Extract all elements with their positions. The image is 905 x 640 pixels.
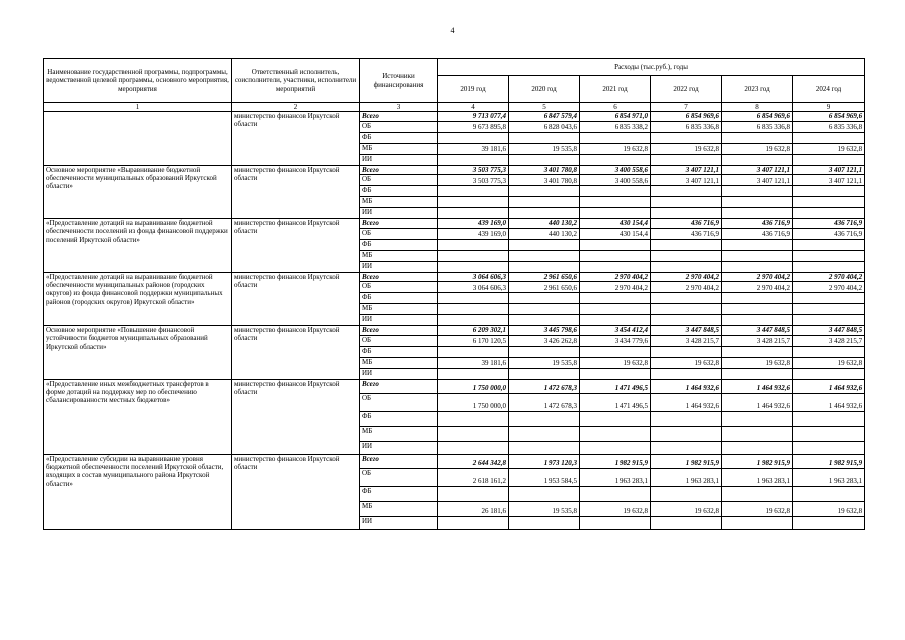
- header-year: 2023 год: [722, 76, 793, 103]
- expense-value-cell: 3 407 121,1: [651, 175, 722, 186]
- expense-value-cell: 19 632,8: [722, 143, 793, 154]
- expense-value-cell: 3 447 848,5: [793, 326, 865, 336]
- expense-value-cell: [580, 250, 651, 261]
- funding-source-cell: ИИ: [360, 516, 438, 529]
- expense-value-cell: [438, 426, 509, 441]
- column-index: 7: [651, 103, 722, 112]
- expense-value-cell: [580, 315, 651, 326]
- expense-value-cell: [793, 261, 865, 272]
- funding-source-cell: Всего: [360, 112, 438, 122]
- header-year: 2020 год: [509, 76, 580, 103]
- expense-value-cell: 39 181,6: [438, 357, 509, 368]
- expense-value-cell: [793, 293, 865, 304]
- funding-source-cell: ФБ: [360, 132, 438, 143]
- expense-value-cell: 1 963 283,1: [793, 468, 865, 486]
- expense-value-cell: 1 982 915,9: [580, 454, 651, 468]
- expense-value-cell: 3 426 262,8: [509, 335, 580, 346]
- expense-value-cell: 3 434 779,6: [580, 335, 651, 346]
- expense-value-cell: 26 181,6: [438, 501, 509, 516]
- expense-value-cell: [509, 293, 580, 304]
- program-name-cell: «Предоставление дотаций на выравнивание бюджетной обеспеченности поселений из фонда финансовой поддержки поселений Иркутской области»: [44, 219, 232, 273]
- expense-value-cell: 6 835 336,8: [793, 121, 865, 132]
- expense-value-cell: 436 716,9: [651, 228, 722, 239]
- expense-value-cell: [509, 315, 580, 326]
- column-index: 3: [360, 103, 438, 112]
- expense-value-cell: [793, 304, 865, 315]
- expense-value-cell: 6 854 969,6: [651, 112, 722, 122]
- program-name-cell: Основное мероприятие «Повышение финансовой устойчивости бюджетов муниципальных образований Иркутской области»: [44, 326, 232, 380]
- expense-value-cell: [722, 132, 793, 143]
- expense-value-cell: [651, 208, 722, 219]
- expense-value-cell: [580, 516, 651, 529]
- expense-value-cell: [438, 186, 509, 197]
- expense-value-cell: 6 854 969,6: [722, 112, 793, 122]
- expense-value-cell: [438, 516, 509, 529]
- expense-value-cell: [438, 486, 509, 501]
- expense-value-cell: [722, 486, 793, 501]
- column-index: 2: [232, 103, 360, 112]
- funding-source-cell: Всего: [360, 454, 438, 468]
- expense-value-cell: [509, 186, 580, 197]
- expense-value-cell: [722, 368, 793, 379]
- expense-value-cell: [651, 441, 722, 454]
- expense-value-cell: [438, 250, 509, 261]
- expense-value-cell: [793, 186, 865, 197]
- expense-value-cell: 2 970 404,2: [580, 272, 651, 282]
- expense-value-cell: [651, 346, 722, 357]
- expense-value-cell: 1 471 496,5: [580, 393, 651, 411]
- column-index: 4: [438, 103, 509, 112]
- executor-cell: министерство финансов Иркутской области: [232, 165, 360, 219]
- expense-value-cell: [793, 368, 865, 379]
- expense-value-cell: 3 407 121,1: [722, 165, 793, 175]
- expense-value-cell: 6 170 120,5: [438, 335, 509, 346]
- expense-value-cell: 3 407 121,1: [793, 165, 865, 175]
- program-name-cell: «Предоставление субсидии на выравнивание уровня бюджетной обеспеченности поселений Иркутской области, входящих в состав муниципального района Иркутской области»: [44, 454, 232, 529]
- expense-value-cell: 2 961 650,6: [509, 272, 580, 282]
- expense-value-cell: 6 209 302,1: [438, 326, 509, 336]
- expense-value-cell: 430 154,4: [580, 219, 651, 229]
- expense-value-cell: 19 632,8: [722, 357, 793, 368]
- expense-value-cell: [509, 154, 580, 165]
- expense-value-cell: 1 464 932,6: [651, 379, 722, 393]
- expense-value-cell: [722, 411, 793, 426]
- expense-value-cell: [793, 154, 865, 165]
- expense-value-cell: [580, 208, 651, 219]
- funding-source-cell: ОБ: [360, 393, 438, 411]
- expense-value-cell: [651, 368, 722, 379]
- expense-value-cell: [438, 239, 509, 250]
- funding-source-cell: МБ: [360, 501, 438, 516]
- expense-value-cell: 1 963 283,1: [651, 468, 722, 486]
- expense-value-cell: 39 181,6: [438, 143, 509, 154]
- expense-value-cell: [793, 208, 865, 219]
- expense-value-cell: 3 447 848,5: [722, 326, 793, 336]
- expense-value-cell: [793, 132, 865, 143]
- executor-cell: министерство финансов Иркутской области: [232, 219, 360, 273]
- expense-value-cell: [722, 441, 793, 454]
- expense-value-cell: 2 970 404,2: [580, 282, 651, 293]
- funding-source-cell: ФБ: [360, 486, 438, 501]
- expense-value-cell: [722, 346, 793, 357]
- expense-value-cell: [793, 426, 865, 441]
- expense-value-cell: 19 632,8: [793, 501, 865, 516]
- table-row: [44, 454, 865, 468]
- expense-value-cell: 19 632,8: [651, 143, 722, 154]
- expense-value-cell: [438, 368, 509, 379]
- funding-source-cell: ИИ: [360, 261, 438, 272]
- expense-value-cell: 19 535,8: [509, 357, 580, 368]
- funding-source-cell: ФБ: [360, 239, 438, 250]
- funding-source-cell: ОБ: [360, 468, 438, 486]
- expense-value-cell: [722, 250, 793, 261]
- funding-source-cell: ФБ: [360, 411, 438, 426]
- expense-value-cell: 2 970 404,2: [722, 272, 793, 282]
- expense-value-cell: 3 428 215,7: [651, 335, 722, 346]
- expense-value-cell: 2 970 404,2: [651, 272, 722, 282]
- page-number: 4: [450, 26, 455, 35]
- expense-value-cell: [438, 346, 509, 357]
- funding-source-cell: Всего: [360, 326, 438, 336]
- funding-source-cell: ФБ: [360, 346, 438, 357]
- expense-value-cell: [580, 426, 651, 441]
- expense-value-cell: [438, 304, 509, 315]
- header-funding-source: Источники финансирования: [360, 59, 438, 103]
- expense-value-cell: 2 970 404,2: [651, 282, 722, 293]
- funding-source-cell: ИИ: [360, 154, 438, 165]
- expense-value-cell: 3 400 558,6: [580, 175, 651, 186]
- expense-value-cell: 436 716,9: [793, 219, 865, 229]
- expense-value-cell: 6 847 579,4: [509, 112, 580, 122]
- expense-value-cell: 436 716,9: [793, 228, 865, 239]
- expense-value-cell: [580, 486, 651, 501]
- expense-value-cell: [580, 368, 651, 379]
- expense-value-cell: [651, 261, 722, 272]
- expense-value-cell: 6 854 971,0: [580, 112, 651, 122]
- executor-cell: министерство финансов Иркутской области: [232, 326, 360, 380]
- funding-source-cell: МБ: [360, 304, 438, 315]
- expense-value-cell: [580, 239, 651, 250]
- table-row: [44, 165, 865, 175]
- expense-value-cell: [651, 239, 722, 250]
- expense-value-cell: 6 828 043,6: [509, 121, 580, 132]
- expense-value-cell: 1 464 932,6: [793, 379, 865, 393]
- expense-value-cell: 1 464 932,6: [722, 393, 793, 411]
- expense-value-cell: [793, 315, 865, 326]
- funding-source-cell: ФБ: [360, 293, 438, 304]
- expense-value-cell: 430 154,4: [580, 228, 651, 239]
- expense-value-cell: 19 632,8: [793, 143, 865, 154]
- expense-value-cell: [722, 197, 793, 208]
- expense-value-cell: 3 503 775,3: [438, 165, 509, 175]
- expense-value-cell: 3 447 848,5: [651, 326, 722, 336]
- table-row: [44, 379, 865, 393]
- expense-value-cell: [651, 132, 722, 143]
- expense-value-cell: 1 982 915,9: [722, 454, 793, 468]
- expense-value-cell: 436 716,9: [722, 219, 793, 229]
- table-row: [44, 112, 865, 122]
- expense-value-cell: 1 750 000,0: [438, 379, 509, 393]
- expenses-table: [43, 58, 865, 530]
- funding-source-cell: МБ: [360, 143, 438, 154]
- expense-value-cell: [651, 293, 722, 304]
- header-program-name: Наименование государственной программы, подпрограммы, ведомственной целевой программы, основного мероприятия, мероприятия: [44, 59, 232, 103]
- expense-value-cell: 1 963 283,1: [580, 468, 651, 486]
- expense-value-cell: [509, 426, 580, 441]
- expense-value-cell: [722, 426, 793, 441]
- header-year: 2024 год: [793, 76, 865, 103]
- expense-value-cell: 2 970 404,2: [793, 282, 865, 293]
- funding-source-cell: Всего: [360, 165, 438, 175]
- expense-value-cell: 19 632,8: [580, 501, 651, 516]
- expense-value-cell: 19 632,8: [651, 357, 722, 368]
- funding-source-cell: ОБ: [360, 335, 438, 346]
- column-index: 1: [44, 103, 232, 112]
- expense-value-cell: [438, 315, 509, 326]
- table-row: [44, 272, 865, 282]
- expense-value-cell: [438, 261, 509, 272]
- expense-value-cell: [722, 315, 793, 326]
- expense-value-cell: 2 644 342,8: [438, 454, 509, 468]
- executor-cell: министерство финансов Иркутской области: [232, 272, 360, 326]
- funding-source-cell: ИИ: [360, 368, 438, 379]
- expense-value-cell: 9 713 077,4: [438, 112, 509, 122]
- funding-source-cell: МБ: [360, 197, 438, 208]
- expense-value-cell: 3 428 215,7: [722, 335, 793, 346]
- expense-value-cell: 1 963 283,1: [722, 468, 793, 486]
- table-row: [44, 219, 865, 229]
- funding-source-cell: Всего: [360, 219, 438, 229]
- expense-value-cell: [651, 426, 722, 441]
- expense-value-cell: 1 464 932,6: [722, 379, 793, 393]
- program-name-cell: «Предоставление дотаций на выравнивание бюджетной обеспеченности муниципальных районов (городских округов) из фонда финансовой поддержки муниципальных районов (городских округов) Иркутской области»: [44, 272, 232, 326]
- expense-value-cell: [509, 368, 580, 379]
- funding-source-cell: ОБ: [360, 282, 438, 293]
- expense-value-cell: 1 953 584,5: [509, 468, 580, 486]
- executor-cell: министерство финансов Иркутской области: [232, 379, 360, 454]
- funding-source-cell: МБ: [360, 250, 438, 261]
- expense-value-cell: [438, 411, 509, 426]
- expense-value-cell: [509, 208, 580, 219]
- expense-value-cell: [793, 441, 865, 454]
- expense-value-cell: [580, 132, 651, 143]
- expense-value-cell: 1 464 932,6: [793, 393, 865, 411]
- table-row: [44, 326, 865, 336]
- expense-value-cell: [438, 441, 509, 454]
- expense-value-cell: [722, 293, 793, 304]
- expense-value-cell: 436 716,9: [651, 219, 722, 229]
- expense-value-cell: 3 454 412,4: [580, 326, 651, 336]
- funding-source-cell: ИИ: [360, 315, 438, 326]
- expense-value-cell: 19 535,8: [509, 501, 580, 516]
- expense-value-cell: [580, 186, 651, 197]
- expense-value-cell: [580, 346, 651, 357]
- expense-value-cell: 439 169,0: [438, 228, 509, 239]
- expense-value-cell: 19 632,8: [793, 357, 865, 368]
- expense-value-cell: [651, 411, 722, 426]
- expense-value-cell: [509, 441, 580, 454]
- table-body: [44, 112, 865, 530]
- expense-value-cell: 2 970 404,2: [793, 272, 865, 282]
- header-year: 2019 год: [438, 76, 509, 103]
- expense-value-cell: [438, 208, 509, 219]
- column-index: 6: [580, 103, 651, 112]
- expense-value-cell: 2 970 404,2: [722, 282, 793, 293]
- expense-value-cell: 6 835 336,8: [722, 121, 793, 132]
- expense-value-cell: [651, 486, 722, 501]
- expense-value-cell: 1 472 678,3: [509, 379, 580, 393]
- expense-value-cell: [793, 486, 865, 501]
- expense-value-cell: [722, 154, 793, 165]
- expense-value-cell: [509, 516, 580, 529]
- expense-value-cell: 1 471 496,5: [580, 379, 651, 393]
- expense-value-cell: 19 632,8: [580, 143, 651, 154]
- funding-source-cell: МБ: [360, 357, 438, 368]
- funding-source-cell: ФБ: [360, 186, 438, 197]
- expense-value-cell: [722, 186, 793, 197]
- expense-value-cell: 2 618 161,2: [438, 468, 509, 486]
- expense-value-cell: [438, 132, 509, 143]
- expense-value-cell: 3 401 780,8: [509, 165, 580, 175]
- expense-value-cell: 3 064 606,3: [438, 282, 509, 293]
- expense-value-cell: 19 632,8: [580, 357, 651, 368]
- header-year: 2021 год: [580, 76, 651, 103]
- expense-value-cell: 9 673 895,8: [438, 121, 509, 132]
- expense-value-cell: [438, 154, 509, 165]
- funding-source-cell: Всего: [360, 272, 438, 282]
- expense-value-cell: 440 130,2: [509, 228, 580, 239]
- expense-value-cell: 6 835 336,8: [651, 121, 722, 132]
- expense-value-cell: 2 961 650,6: [509, 282, 580, 293]
- expense-value-cell: [651, 197, 722, 208]
- column-index: 9: [793, 103, 865, 112]
- expense-value-cell: 19 535,8: [509, 143, 580, 154]
- expense-value-cell: 1 750 000,0: [438, 393, 509, 411]
- funding-source-cell: ИИ: [360, 441, 438, 454]
- funding-source-cell: ИИ: [360, 208, 438, 219]
- column-index: 8: [722, 103, 793, 112]
- expense-value-cell: 19 632,8: [651, 501, 722, 516]
- expense-value-cell: [793, 239, 865, 250]
- expense-value-cell: 1 973 120,3: [509, 454, 580, 468]
- expense-value-cell: [793, 250, 865, 261]
- expense-value-cell: [509, 304, 580, 315]
- expense-value-cell: [509, 261, 580, 272]
- expense-value-cell: [722, 261, 793, 272]
- expense-value-cell: 1 982 915,9: [793, 454, 865, 468]
- executor-cell: министерство финансов Иркутской области: [232, 454, 360, 529]
- header-year: 2022 год: [651, 76, 722, 103]
- expense-value-cell: 6 854 969,6: [793, 112, 865, 122]
- program-name-cell: Основное мероприятие «Выравнивание бюджетной обеспеченности муниципальных образований Иркутской области»: [44, 165, 232, 219]
- expense-value-cell: [580, 304, 651, 315]
- program-name-cell: [44, 112, 232, 166]
- program-name-cell: «Предоставление иных межбюджетных трансфертов в форме дотаций на поддержку мер по обеспечению сбалансированности местных бюджетов»: [44, 379, 232, 454]
- expense-value-cell: 3 407 121,1: [651, 165, 722, 175]
- expense-value-cell: [722, 516, 793, 529]
- column-index: 5: [509, 103, 580, 112]
- expense-value-cell: [651, 516, 722, 529]
- expense-value-cell: [580, 411, 651, 426]
- expense-value-cell: 6 835 338,2: [580, 121, 651, 132]
- expense-value-cell: [651, 186, 722, 197]
- expense-value-cell: [651, 154, 722, 165]
- expense-value-cell: [438, 293, 509, 304]
- expense-value-cell: 1 464 932,6: [651, 393, 722, 411]
- header-executor: Ответственный исполнитель, соисполнители, участники, исполнители мероприятий: [232, 59, 360, 103]
- expense-value-cell: 3 445 798,6: [509, 326, 580, 336]
- expense-value-cell: [509, 486, 580, 501]
- expense-value-cell: 3 407 121,1: [793, 175, 865, 186]
- expense-value-cell: [793, 346, 865, 357]
- expense-value-cell: 3 407 121,1: [722, 175, 793, 186]
- expense-value-cell: [580, 261, 651, 272]
- expense-value-cell: [793, 411, 865, 426]
- expense-value-cell: 440 130,2: [509, 219, 580, 229]
- expense-value-cell: [509, 346, 580, 357]
- expense-value-cell: 19 632,8: [722, 501, 793, 516]
- expense-value-cell: 436 716,9: [722, 228, 793, 239]
- funding-source-cell: ОБ: [360, 121, 438, 132]
- expense-value-cell: 439 169,0: [438, 219, 509, 229]
- expense-value-cell: [580, 154, 651, 165]
- funding-source-cell: Всего: [360, 379, 438, 393]
- expense-value-cell: 1 472 678,3: [509, 393, 580, 411]
- expense-value-cell: [580, 441, 651, 454]
- expense-value-cell: [580, 197, 651, 208]
- header-expenses: Расходы (тыс.руб.), годы: [438, 59, 865, 76]
- executor-cell: министерство финансов Иркутской области: [232, 112, 360, 166]
- expense-value-cell: [509, 239, 580, 250]
- expense-value-cell: [438, 197, 509, 208]
- expense-value-cell: [580, 293, 651, 304]
- expense-value-cell: [509, 132, 580, 143]
- expense-value-cell: 3 064 606,3: [438, 272, 509, 282]
- expense-value-cell: [509, 197, 580, 208]
- expense-value-cell: [651, 315, 722, 326]
- expense-value-cell: [722, 208, 793, 219]
- expense-value-cell: [651, 304, 722, 315]
- funding-source-cell: ОБ: [360, 175, 438, 186]
- expense-value-cell: [722, 239, 793, 250]
- expense-value-cell: 3 503 775,3: [438, 175, 509, 186]
- expense-value-cell: 3 428 215,7: [793, 335, 865, 346]
- expense-value-cell: [793, 516, 865, 529]
- expense-value-cell: [509, 250, 580, 261]
- funding-source-cell: МБ: [360, 426, 438, 441]
- expense-value-cell: [793, 197, 865, 208]
- funding-source-cell: ОБ: [360, 228, 438, 239]
- expense-value-cell: [509, 411, 580, 426]
- expense-value-cell: 1 982 915,9: [651, 454, 722, 468]
- expense-value-cell: 3 401 780,8: [509, 175, 580, 186]
- expense-value-cell: 3 400 558,6: [580, 165, 651, 175]
- expense-value-cell: [722, 304, 793, 315]
- expense-value-cell: [651, 250, 722, 261]
